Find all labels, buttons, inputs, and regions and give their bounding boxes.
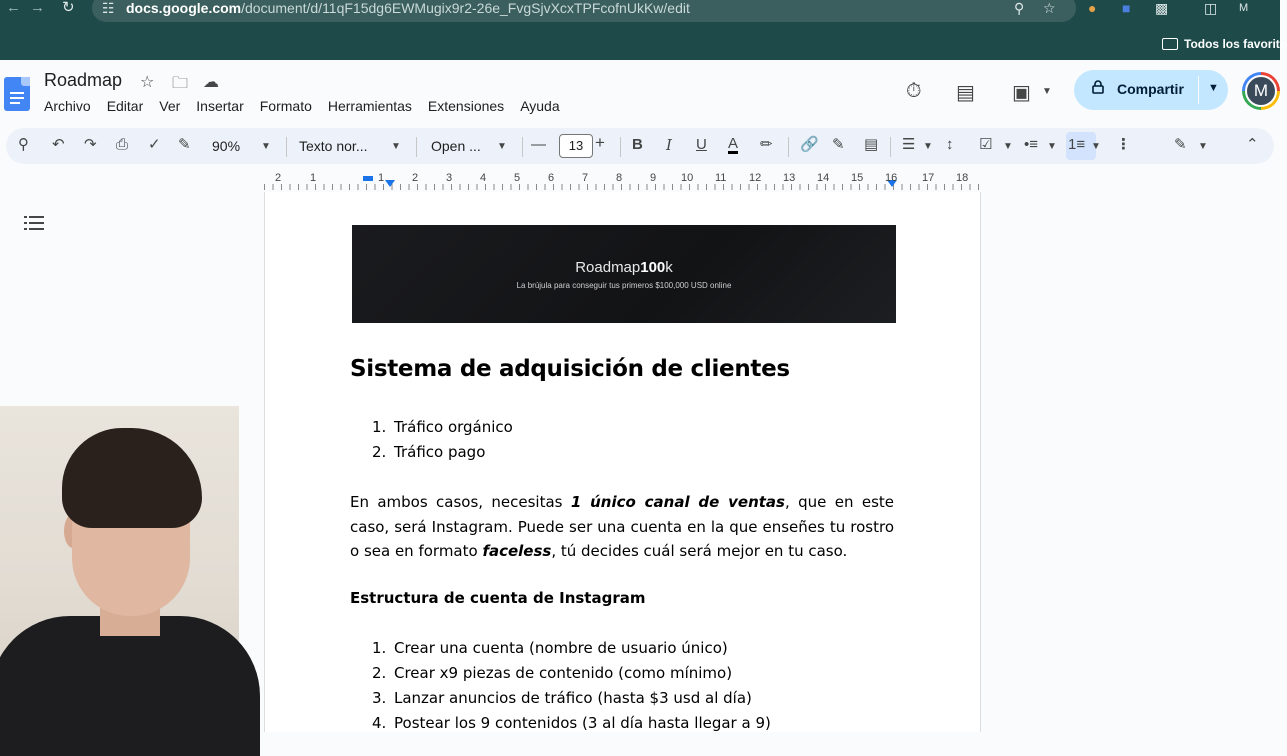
meet-dropdown-icon[interactable]: ▼ bbox=[1042, 86, 1052, 97]
numbered-list-icon[interactable]: 1≡ bbox=[1068, 136, 1086, 153]
menu-ver[interactable]: Ver bbox=[159, 98, 181, 114]
first-line-indent-icon[interactable] bbox=[385, 180, 395, 187]
align-dropdown-icon[interactable]: ▼ bbox=[923, 141, 933, 152]
star-icon[interactable]: ☆ bbox=[140, 74, 155, 91]
menu-editar[interactable]: Editar bbox=[106, 98, 144, 114]
menu-extensiones[interactable]: Extensiones bbox=[427, 98, 505, 114]
insert-link-icon[interactable]: 🔗 bbox=[800, 136, 819, 153]
horizontal-ruler[interactable]: 2 1 1 2 3 4 5 6 7 8 9 10 11 12 13 14 15 16 17 18 bbox=[264, 170, 980, 190]
checklist-dropdown-icon[interactable]: ▼ bbox=[1003, 141, 1013, 152]
document-page[interactable] bbox=[264, 192, 981, 732]
webcam-overlay bbox=[0, 406, 239, 720]
left-indent-marker[interactable] bbox=[363, 176, 373, 181]
cookie-extension-icon[interactable]: ● bbox=[1088, 0, 1097, 16]
docs-header bbox=[0, 60, 1280, 124]
list-item: 2. Tráfico pago bbox=[372, 443, 486, 461]
text-color-icon[interactable]: A bbox=[728, 135, 739, 152]
forward-icon[interactable]: → bbox=[30, 0, 45, 16]
menu-herramientas[interactable]: Herramientas bbox=[327, 98, 412, 114]
comments-icon[interactable]: ▤ bbox=[956, 82, 975, 104]
bulleted-list-dropdown-icon[interactable]: ▼ bbox=[1047, 141, 1057, 152]
numbered-list-dropdown-icon[interactable]: ▼ bbox=[1091, 141, 1101, 152]
list-item: 4. Postear los 9 contenidos (3 al día hasta llegar a 9) bbox=[372, 714, 771, 732]
extension-icon[interactable]: ■ bbox=[1122, 0, 1131, 16]
document-title[interactable]: Roadmap bbox=[44, 70, 123, 90]
bulleted-list-icon[interactable]: •≡ bbox=[1024, 136, 1039, 153]
more-options-icon[interactable]: ⋮ bbox=[1116, 136, 1131, 153]
menu-ayuda[interactable]: Ayuda bbox=[520, 98, 560, 114]
menu-archivo[interactable]: Archivo bbox=[44, 98, 91, 114]
style-select[interactable]: Texto nor... bbox=[299, 138, 368, 154]
zoom-select[interactable]: 90% bbox=[212, 138, 241, 154]
editing-mode-dropdown-icon[interactable]: ▼ bbox=[1198, 141, 1208, 152]
section-heading: Sistema de adquisición de clientes bbox=[350, 356, 790, 382]
back-icon[interactable]: ← bbox=[6, 0, 21, 16]
reload-icon[interactable]: ↻ bbox=[62, 0, 75, 16]
add-comment-icon[interactable]: ✎ bbox=[832, 136, 845, 153]
search-menus-icon[interactable]: ⚲ bbox=[18, 136, 29, 153]
cloud-saved-icon[interactable]: ☁ bbox=[203, 74, 219, 91]
subheading: Estructura de cuenta de Instagram bbox=[350, 589, 646, 607]
move-folder-icon[interactable]: 🗀 bbox=[172, 75, 189, 92]
font-size-input[interactable]: 13 bbox=[559, 134, 593, 158]
bookmark-folder[interactable]: Todos los favorito bbox=[1162, 36, 1287, 52]
formatting-toolbar bbox=[6, 128, 1274, 164]
increase-font-size-icon[interactable]: + bbox=[595, 133, 605, 152]
list-item: 2. Crear x9 piezas de contenido (como mínimo) bbox=[372, 664, 733, 682]
underline-icon[interactable]: U bbox=[696, 136, 707, 153]
share-button[interactable]: Compartir ▼ bbox=[1074, 70, 1228, 110]
url-text[interactable]: docs.google.com/document/d/11qF15dg6EWMugix9r2-26e_FvgSjvXcxTPFcofnUkKw/edit bbox=[126, 0, 690, 16]
list-item: 1. Tráfico orgánico bbox=[372, 418, 513, 436]
menu-insertar[interactable]: Insertar bbox=[196, 98, 244, 114]
menu-formato[interactable]: Formato bbox=[259, 98, 312, 114]
font-dropdown-icon[interactable]: ▼ bbox=[497, 141, 507, 152]
spellcheck-icon[interactable]: ✓ bbox=[148, 136, 161, 153]
style-dropdown-icon[interactable]: ▼ bbox=[391, 141, 401, 152]
version-history-icon[interactable]: ⏱ bbox=[906, 80, 922, 102]
docs-logo-icon[interactable] bbox=[4, 77, 30, 111]
lock-icon bbox=[1092, 80, 1104, 94]
document-outline-icon[interactable] bbox=[24, 214, 44, 232]
extensions-puzzle-icon[interactable]: ▩ bbox=[1155, 0, 1169, 16]
paint-format-icon[interactable]: ✎ bbox=[178, 136, 191, 153]
redo-icon[interactable]: ↷ bbox=[84, 136, 97, 153]
bold-icon[interactable]: B bbox=[632, 136, 643, 153]
list-item: 3. Lanzar anuncios de tráfico (hasta $3 usd al día) bbox=[372, 689, 752, 707]
site-settings-icon[interactable]: ☷ bbox=[102, 0, 115, 16]
folder-icon bbox=[1162, 38, 1178, 50]
undo-icon[interactable]: ↶ bbox=[52, 136, 65, 153]
paragraph: En ambos casos, necesitas 1 único canal de ventas, que en este caso, será Instagram. Puede ser una cuenta en la que enseñes tu rostro o sea en formato faceless, tú decides cuál será mejor en tu caso. bbox=[350, 493, 894, 561]
share-dropdown-icon[interactable]: ▼ bbox=[1208, 82, 1219, 94]
collapse-menus-icon[interactable]: ⌃ bbox=[1246, 136, 1259, 153]
editing-mode-icon[interactable]: ✎ bbox=[1174, 136, 1187, 153]
italic-icon[interactable]: I bbox=[666, 136, 672, 154]
browser-toolbar bbox=[0, 0, 1287, 60]
checklist-icon[interactable]: ☑ bbox=[979, 136, 993, 153]
insert-image-icon[interactable]: ▤ bbox=[864, 136, 879, 153]
print-icon[interactable]: ⎙ bbox=[116, 136, 129, 153]
profile-avatar[interactable]: M bbox=[1239, 2, 1249, 14]
roadmap-banner-image[interactable]: Roadmap100k La brújula para conseguir tus primeros $100,000 USD online bbox=[352, 225, 896, 323]
meet-video-icon[interactable]: ▣ bbox=[1012, 82, 1031, 104]
list-item: 1. Crear una cuenta (nombre de usuario único) bbox=[372, 639, 728, 657]
decrease-font-size-icon[interactable]: — bbox=[531, 136, 546, 153]
account-avatar[interactable]: M bbox=[1242, 72, 1280, 110]
zoom-icon[interactable]: ⚲ bbox=[1014, 0, 1025, 16]
font-select[interactable]: Open ... bbox=[431, 138, 481, 154]
menu-bar bbox=[44, 98, 576, 114]
align-icon[interactable]: ☰ bbox=[902, 136, 916, 153]
bookmark-star-icon[interactable]: ☆ bbox=[1043, 0, 1056, 16]
side-panel-icon[interactable]: ◫ bbox=[1204, 0, 1218, 16]
highlight-icon[interactable]: ✏ bbox=[760, 136, 773, 153]
line-spacing-icon[interactable]: ↕ bbox=[946, 136, 954, 153]
zoom-dropdown-icon[interactable]: ▼ bbox=[261, 141, 271, 152]
